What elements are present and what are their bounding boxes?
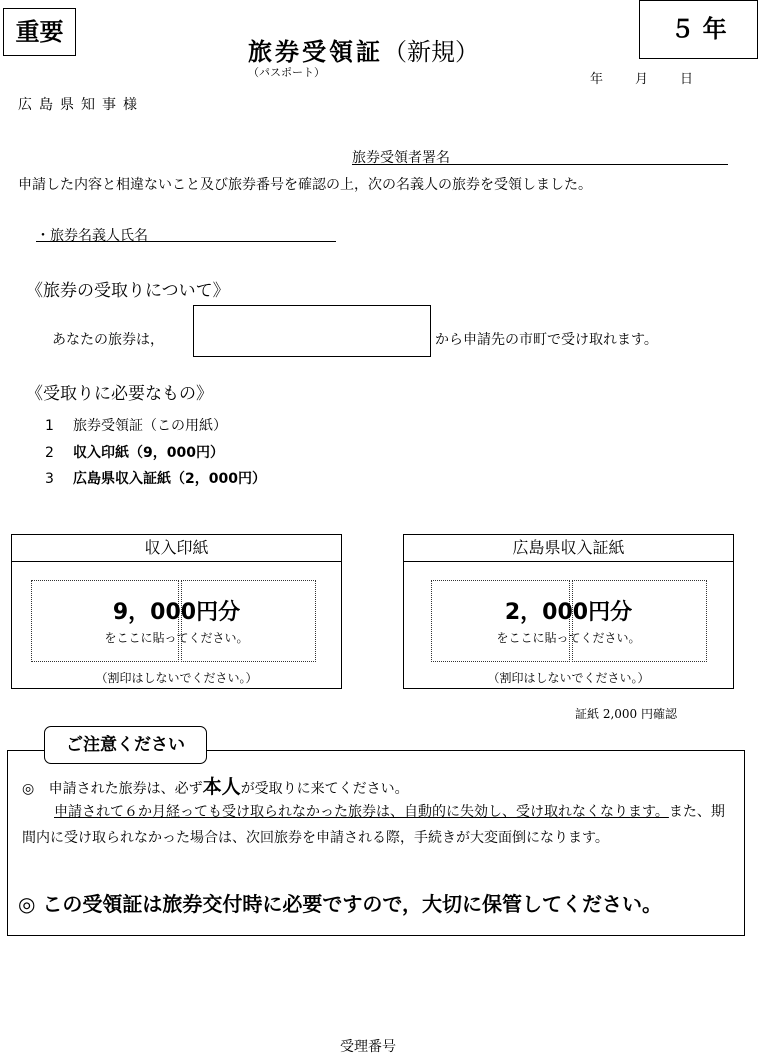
- notice-line-2: [22, 799, 728, 851]
- addressee: 広島県知事様: [18, 97, 144, 113]
- prefecture-certificate-instruction: をここに貼ってください。: [496, 631, 641, 645]
- list-item: [45, 415, 227, 435]
- holder-name-line[interactable]: [36, 241, 336, 242]
- revenue-stamp-instruction: をここに貼ってください。: [104, 631, 249, 645]
- date-year: 年: [590, 72, 604, 87]
- pickup-date-box[interactable]: [193, 305, 431, 357]
- important-label: 重要: [3, 8, 76, 56]
- list-item-text: 広島県収入証紙（2，000円）: [73, 471, 266, 487]
- revenue-stamp-heading: 収入印紙: [12, 535, 341, 562]
- date-month: 月: [635, 72, 649, 87]
- list-item-number: 2: [45, 445, 54, 461]
- notice-mark: ◎: [22, 781, 35, 797]
- list-item: [45, 442, 224, 462]
- year-validity-label: ５ 年: [639, 0, 758, 59]
- list-item-number: 1: [45, 418, 54, 434]
- date-field: [590, 68, 725, 87]
- notice-line-3: ◎ この受領証は旅券交付時に必要ですので，大切に保管してください。: [18, 892, 663, 916]
- receipt-number-label: 受理番号: [340, 1039, 396, 1055]
- revenue-stamp-panel: [11, 534, 342, 689]
- declaration-text: 申請した内容と相違ないこと及び旅券番号を確認の上，次の名義人の旅券を受領しました。: [18, 177, 592, 193]
- page-title: [248, 32, 479, 67]
- title-suffix: （新規）: [383, 38, 479, 66]
- notice-title: ご注意ください: [44, 726, 207, 764]
- notice-line-1-pre: 申請された旅券は、必ず: [48, 781, 203, 797]
- notice-line-1-emphasis: 本人: [202, 776, 241, 798]
- list-item-text: 旅券受領証（この用紙）: [73, 418, 227, 434]
- notice-expiry-warning: 申請されて６か月経っても受け取られなかった旅券は、自動的に失効し、受け取れなくなります。: [54, 804, 669, 820]
- list-item: [45, 468, 266, 488]
- receiving-heading: 《旅券の受取りについて》: [26, 281, 230, 301]
- title-main: 旅券受領証: [248, 38, 383, 66]
- holder-name-label: ・旅券名義人氏名: [36, 228, 148, 244]
- needed-heading: 《受取りに必要なもの》: [26, 384, 213, 404]
- signature-label: 旅券受領者署名: [352, 150, 450, 166]
- list-item-text: 収入印紙（9，000円）: [73, 445, 224, 461]
- receiving-text-suffix: から申請先の市町で受け取れます。: [435, 332, 658, 348]
- list-item-number: 3: [45, 471, 54, 487]
- prefecture-certificate-heading: 広島県収入証紙: [404, 535, 733, 562]
- notice-line-1: [22, 772, 409, 799]
- revenue-stamp-amount: 9，000円分: [112, 600, 241, 625]
- prefecture-certificate-note: （割印はしないでください。）: [487, 671, 650, 685]
- prefecture-certificate-panel: [403, 534, 734, 689]
- date-day: 日: [680, 72, 694, 87]
- page-subtitle: （パスポート）: [248, 66, 325, 79]
- notice-expiry-detail: また、期間内に受け取られなかった場合は、次回旅券を申請される際，手続きが大変面倒になります。: [22, 804, 725, 846]
- revenue-stamp-note: （割印はしないでください。）: [95, 671, 258, 685]
- certificate-confirm-text: 証紙 2,000 円確認: [575, 707, 677, 721]
- receiving-text-prefix: あなたの旅券は，: [52, 332, 164, 348]
- signature-line[interactable]: [352, 164, 728, 165]
- notice-line-1-post: が受取りに来てください。: [240, 781, 409, 797]
- prefecture-certificate-amount: 2，000円分: [504, 600, 633, 625]
